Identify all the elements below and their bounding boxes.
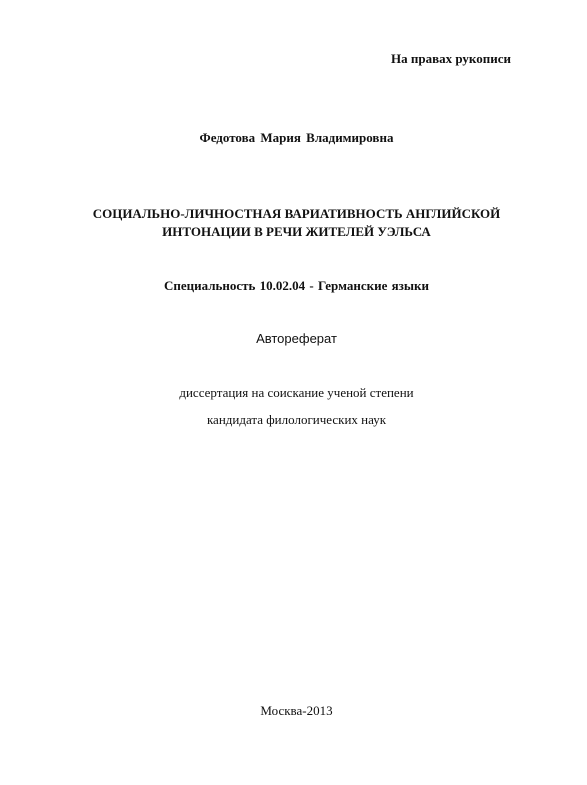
author-name: Федотова Мария Владимировна bbox=[199, 130, 394, 145]
degree-purpose-line-1: диссертация на соискание ученой степени bbox=[179, 385, 414, 400]
dissertation-title-line-2: ИНТОНАЦИИ В РЕЧИ ЖИТЕЛЕЙ УЭЛЬСА bbox=[162, 224, 431, 239]
place-and-year: Москва-2013 bbox=[260, 703, 333, 718]
copyright-note: На правах рукописи bbox=[391, 51, 511, 66]
document-type: Автореферат bbox=[256, 331, 337, 346]
degree-purpose-line-2: кандидата филологических наук bbox=[206, 412, 387, 427]
dissertation-title-line-1: СОЦИАЛЬНО-ЛИЧНОСТНАЯ ВАРИАТИВНОСТЬ АНГЛИЙСКОЙ bbox=[92, 206, 501, 221]
specialty-line: Специальность 10.02.04 - Германские языки bbox=[163, 278, 429, 293]
